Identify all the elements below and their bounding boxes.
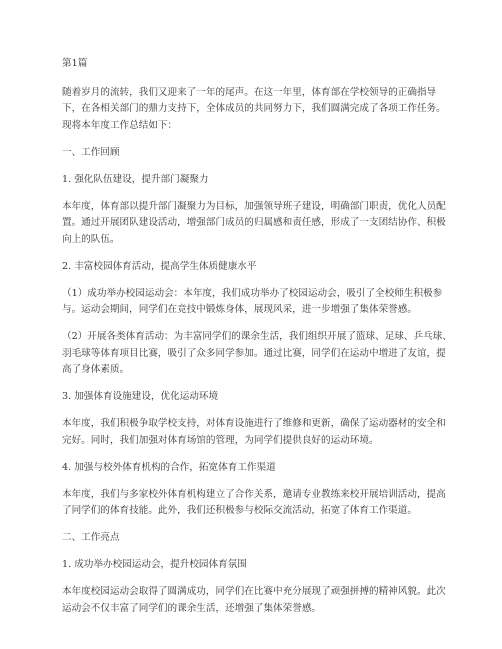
item-2-sub-1: （1）成功举办校园运动会：本年度，我们成功举办了校园运动会，吸引了全校师生积极参与。运动会期间，同学们在竞技中锻炼身体，展现风采，进一步增强了集体荣誉感。 bbox=[62, 287, 443, 315]
highlight-1-body: 本年度校园运动会取得了圆满成功，同学们在比赛中充分展现了顽强拼搏的精神风貌。此次运动会不仅丰富了同学们的课余生活，还增强了集体荣誉感。 bbox=[62, 586, 446, 614]
intro-paragraph: 随着岁月的流转，我们又迎来了一年的尾声。在这一年里，体育部在学校领导的正确指导下，在各相关部门的鼎力支持下，全体成员的共同努力下，我们圆满完成了各项工作任务。现将本年度工作总结如下： bbox=[62, 86, 446, 131]
highlight-1-title: 1. 成功举办校园运动会，提升校园体育氛围 bbox=[62, 559, 247, 570]
item-1-title: 1. 强化队伍建设，提升部门凝聚力 bbox=[62, 173, 209, 185]
section-title-highlights: 二、工作亮点 bbox=[62, 532, 120, 543]
item-2-sub-2: （2）开展各类体育活动：为丰富同学们的课余生活，我们组织开展了篮球、足球、乒乓球、羽毛球等体育项目比赛，吸引了众多同学参加。通过比赛，同学们在运动中增进了友谊，提高了身体素质。 bbox=[62, 331, 452, 375]
item-4-title: 4. 加强与校外体育机构的合作，拓宽体育工作渠道 bbox=[62, 461, 276, 473]
document-page bbox=[62, 56, 452, 617]
item-3-title: 3. 加强体育设施建设，优化运动环境 bbox=[62, 391, 219, 402]
item-3-body: 本年度，我们积极争取学校支持，对体育设施进行了维修和更新，确保了运动器材的安全和完好。同时，我们加强对体育场馆的管理，为同学们提供良好的运动环境。 bbox=[62, 418, 446, 446]
item-1-body: 本年度，体育部以提升部门凝聚力为目标，加强领导班子建设，明确部门职责，优化人员配置。通过开展团队建设活动，增强部门成员的归属感和责任感，形成了一支团结协作、积极向上的队伍。 bbox=[62, 200, 446, 245]
section-title-review: 一、工作回顾 bbox=[62, 146, 120, 158]
item-4-body: 本年度，我们与多家校外体育机构建立了合作关系，邀请专业教练来校开展培训活动，提高了同学们的体育技能。此外，我们还积极参与校际交流活动，拓宽了体育工作渠道。 bbox=[62, 488, 446, 516]
item-2-title: 2. 丰富校园体育活动，提高学生体质健康水平 bbox=[62, 260, 257, 272]
document-heading: 第1篇 bbox=[62, 58, 88, 69]
